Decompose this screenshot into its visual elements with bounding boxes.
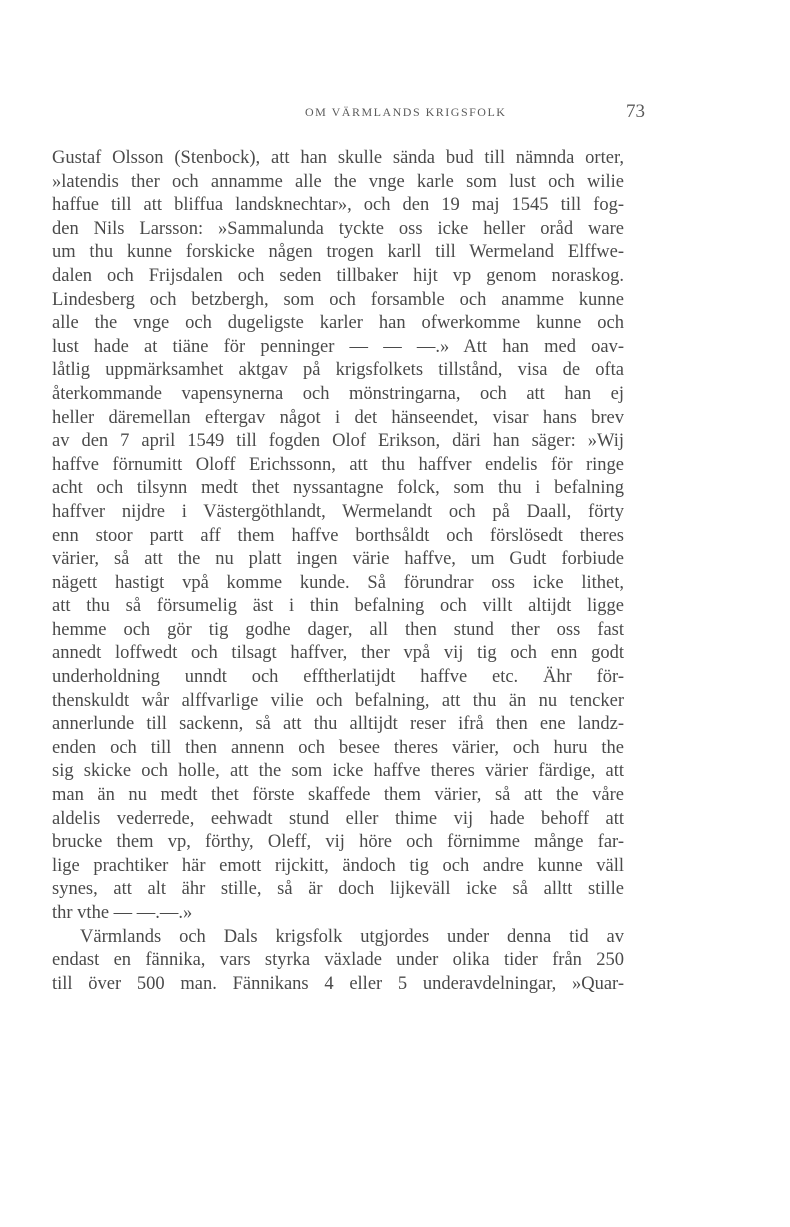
text-line: haffue till att bliffua landsknechtar», och den 19 maj 1545 till fog- bbox=[52, 195, 624, 216]
text-line: att thu så försumelig äst i thin befalning och villt altijdt ligge bbox=[52, 596, 624, 617]
text-line: av den 7 april 1549 till fogden Olof Erikson, däri han säger: »Wij bbox=[52, 431, 624, 452]
paragraph-start-line: Värmlands och Dals krigsfolk utgjordes under denna tid av bbox=[80, 926, 624, 947]
text-line: haffve förnumitt Oloff Erichssonn, att thu haffver endelis för ringe bbox=[52, 454, 624, 475]
text-line: annerlunde till sackenn, så att thu alltijdt reser ifrå then ene landz- bbox=[52, 714, 624, 735]
text-line: thenskuldt wår alffvarlige vilie och befalning, att thu än nu tencker bbox=[52, 690, 624, 711]
text-line: lust hade at tiäne för penninger — — —.» Att han med oav- bbox=[52, 336, 624, 357]
text-line: synes, att alt ähr stille, så är doch lijkeväll icke så alltt stille bbox=[52, 879, 624, 900]
text-line: låtlig uppmärksamhet aktgav på krigsfolkets tillstånd, visa de ofta bbox=[52, 360, 624, 381]
text-line: lige prachtiker här emott rijckitt, ändoch tig och andre kunne väll bbox=[52, 855, 624, 876]
text-line: brucke them vp, förthy, Oleff, vij höre och förnimme månge far- bbox=[52, 832, 624, 853]
text-line: dalen och Frijsdalen och seden tillbaker hijt vp genom noraskog. bbox=[52, 265, 624, 286]
text-line: endast en fännika, vars styrka växlade under olika tider från 250 bbox=[52, 950, 624, 971]
text-line: annedt loffwedt och tilsagt haffver, ther vpå vij tig och enn godt bbox=[52, 643, 624, 664]
text-line: »latendis ther och annamme alle the vnge karle som lust och wilie bbox=[52, 171, 624, 192]
text-line: Gustaf Olsson (Stenbock), att han skulle sända bud till nämnda orter, bbox=[52, 148, 624, 168]
running-head-title: OM VÄRMLANDS KRIGSFOLK bbox=[305, 105, 507, 119]
text-line: underholdning unndt och efftherlatijdt haffve etc. Ähr för- bbox=[52, 667, 624, 688]
text-line: återkommande vapensynerna och mönstringarna, och att han ej bbox=[52, 383, 624, 404]
text-line: nägett hastigt vpå komme kunde. Så förundrar oss icke lithet, bbox=[52, 572, 624, 593]
text-line: heller däremellan eftergav något i det hänseendet, visar hans brev bbox=[52, 407, 624, 428]
text-line: enden och till then annenn och besee theres värier, och huru the bbox=[52, 737, 624, 758]
text-line: värier, så att the nu platt ingen värie haffve, um Gudt forbiude bbox=[52, 549, 624, 570]
text-line: hemme och gör tig godhe dager, all then stund ther oss fast bbox=[52, 619, 624, 640]
running-head bbox=[52, 101, 652, 131]
text-line: man än nu medt thet förste skaffede them värier, så att the våre bbox=[52, 785, 624, 806]
text-line: den Nils Larsson: »Sammalunda tyckte oss icke heller oråd ware bbox=[52, 218, 624, 239]
page-number: 73 bbox=[626, 101, 645, 122]
text-line: till över 500 man. Fännikans 4 eller 5 underavdelningar, »Quar- bbox=[52, 973, 624, 994]
text-line: haffver nijdre i Västergöthlandt, Wermelandt och på Daall, förty bbox=[52, 501, 624, 522]
text-line: alle the vnge och dugeligste karler han ofwerkomme kunne och bbox=[52, 313, 624, 334]
text-line: acht och tilsynn medt thet nyssantagne folck, som thu i befalning bbox=[52, 478, 624, 499]
body-text bbox=[52, 147, 624, 996]
text-line: Lindesberg och betzbergh, som och forsamble och anamme kunne bbox=[52, 289, 624, 310]
text-line: sig skicke och holle, att the som icke haffve theres värier färdige, att bbox=[52, 761, 624, 782]
text-line: thr vthe — —.—.» bbox=[52, 903, 193, 923]
text-line: enn stoor partt aff them haffve borthsåldt och förslösedt theres bbox=[52, 525, 624, 546]
text-line: um thu kunne forskicke någen trogen karll till Wermeland Elffwe- bbox=[52, 242, 624, 263]
text-line: aldelis vederrede, eehwadt stund eller thime vij hade behoff att bbox=[52, 808, 624, 829]
